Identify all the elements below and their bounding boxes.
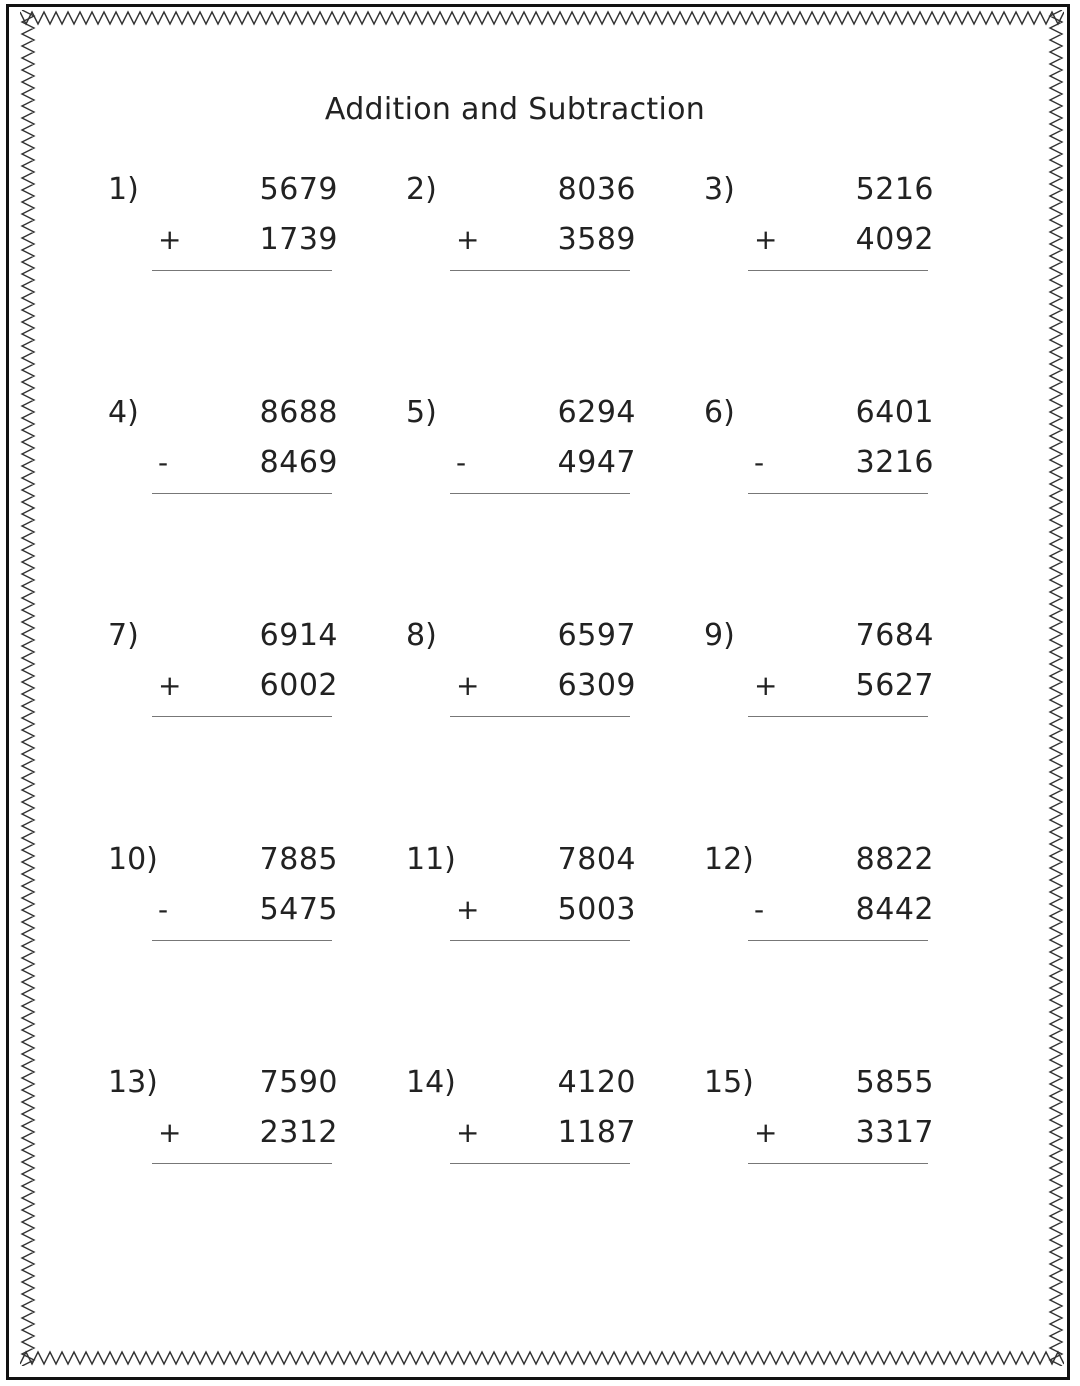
answer-line [152, 1163, 332, 1164]
answer-line [748, 940, 928, 941]
problem-1 [108, 172, 338, 292]
problem-number: 4) [108, 395, 139, 430]
bottom-operand: 2312 [259, 1115, 338, 1150]
answer-line [152, 716, 332, 717]
operator-sign: + [754, 669, 778, 702]
problem-number: 8) [406, 618, 437, 653]
bottom-operand: 6309 [557, 668, 636, 703]
operator-sign: - [158, 446, 169, 479]
problem-6 [704, 395, 934, 515]
problem-9 [704, 618, 934, 738]
operator-sign: + [754, 223, 778, 256]
problem-number: 12) [704, 842, 754, 877]
operator-sign: + [158, 669, 182, 702]
answer-line [748, 270, 928, 271]
problem-4 [108, 395, 338, 515]
top-operand: 7804 [557, 842, 636, 877]
problem-7 [108, 618, 338, 738]
problem-number: 10) [108, 842, 158, 877]
answer-line [450, 716, 630, 717]
top-operand: 6597 [557, 618, 636, 653]
operator-sign: + [456, 1116, 480, 1149]
answer-line [152, 270, 332, 271]
operator-sign: - [754, 446, 765, 479]
answer-line [152, 493, 332, 494]
bottom-operand: 5003 [557, 892, 636, 927]
operator-sign: + [456, 669, 480, 702]
top-operand: 8822 [855, 842, 934, 877]
problem-10 [108, 842, 338, 962]
top-operand: 7590 [259, 1065, 338, 1100]
worksheet-title: Addition and Subtraction [324, 92, 706, 127]
problem-number: 15) [704, 1065, 754, 1100]
problem-3 [704, 172, 934, 292]
problem-12 [704, 842, 934, 962]
problem-number: 9) [704, 618, 735, 653]
operator-sign: + [158, 1116, 182, 1149]
problem-number: 11) [406, 842, 456, 877]
problem-number: 14) [406, 1065, 456, 1100]
top-operand: 8036 [557, 172, 636, 207]
top-operand: 4120 [557, 1065, 636, 1100]
top-operand: 6914 [259, 618, 338, 653]
problem-number: 2) [406, 172, 437, 207]
answer-line [450, 493, 630, 494]
operator-sign: + [456, 223, 480, 256]
answer-line [748, 1163, 928, 1164]
top-operand: 5679 [259, 172, 338, 207]
answer-line [450, 1163, 630, 1164]
top-operand: 7684 [855, 618, 934, 653]
problem-number: 6) [704, 395, 735, 430]
bottom-operand: 3216 [855, 445, 934, 480]
bottom-operand: 1187 [557, 1115, 636, 1150]
answer-line [450, 270, 630, 271]
top-operand: 7885 [259, 842, 338, 877]
bottom-operand: 1739 [259, 222, 338, 257]
bottom-operand: 4947 [557, 445, 636, 480]
problem-number: 13) [108, 1065, 158, 1100]
problem-number: 7) [108, 618, 139, 653]
operator-sign: + [158, 223, 182, 256]
bottom-operand: 4092 [855, 222, 934, 257]
top-operand: 6401 [855, 395, 934, 430]
problem-5 [406, 395, 636, 515]
top-operand: 6294 [557, 395, 636, 430]
problem-13 [108, 1065, 338, 1185]
bottom-operand: 3317 [855, 1115, 934, 1150]
operator-sign: - [754, 893, 765, 926]
bottom-operand: 6002 [259, 668, 338, 703]
problem-8 [406, 618, 636, 738]
answer-line [450, 940, 630, 941]
problem-number: 5) [406, 395, 437, 430]
answer-line [748, 716, 928, 717]
operator-sign: - [456, 446, 467, 479]
top-operand: 5855 [855, 1065, 934, 1100]
bottom-operand: 3589 [557, 222, 636, 257]
bottom-operand: 8469 [259, 445, 338, 480]
problem-14 [406, 1065, 636, 1185]
problem-15 [704, 1065, 934, 1185]
answer-line [152, 940, 332, 941]
problem-11 [406, 842, 636, 962]
bottom-operand: 5475 [259, 892, 338, 927]
operator-sign: + [754, 1116, 778, 1149]
answer-line [748, 493, 928, 494]
operator-sign: + [456, 893, 480, 926]
problem-number: 3) [704, 172, 735, 207]
bottom-operand: 5627 [855, 668, 934, 703]
problem-2 [406, 172, 636, 292]
top-operand: 5216 [855, 172, 934, 207]
bottom-operand: 8442 [855, 892, 934, 927]
operator-sign: - [158, 893, 169, 926]
problem-number: 1) [108, 172, 139, 207]
top-operand: 8688 [259, 395, 338, 430]
